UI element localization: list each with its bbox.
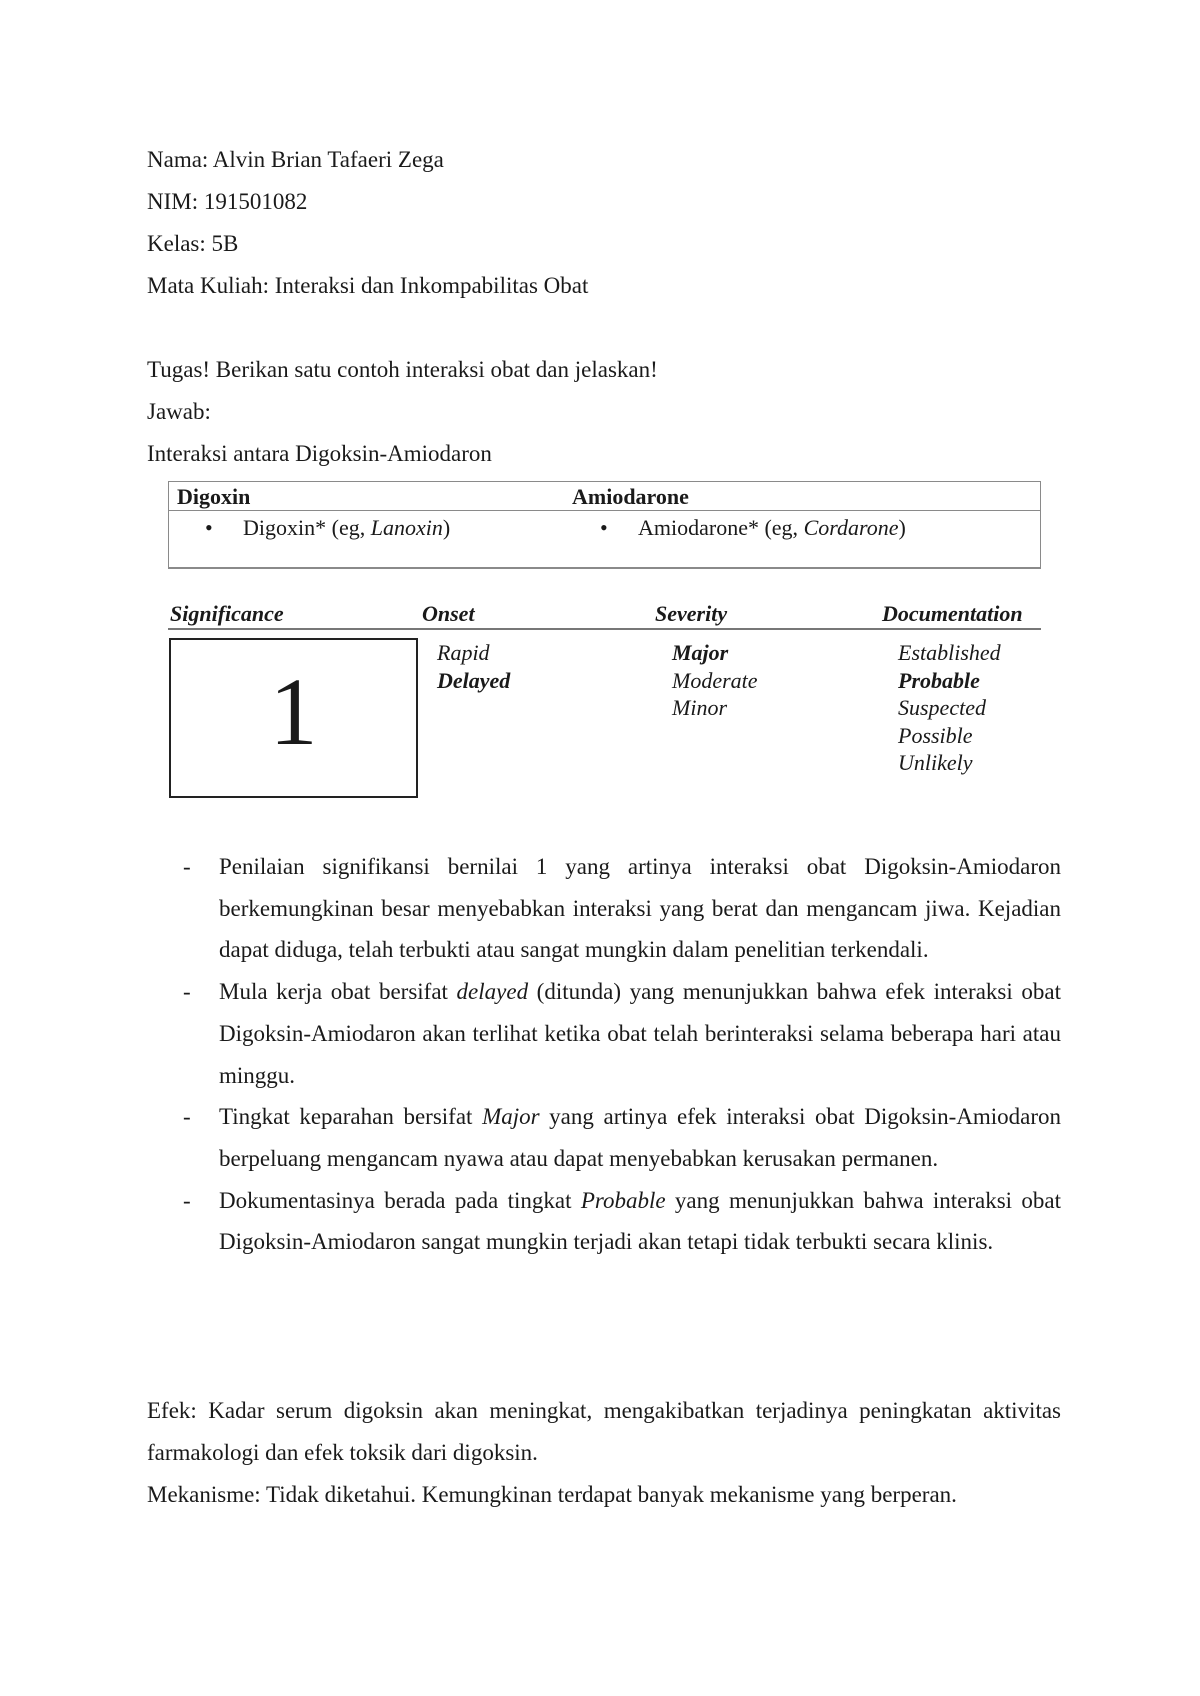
severity-list bbox=[672, 639, 758, 722]
drug-col1-brand: Lanoxin bbox=[370, 515, 443, 540]
course-name: Mata Kuliah: Interaksi dan Inkompabilitas Obat bbox=[147, 273, 589, 298]
drug-col1-item bbox=[205, 515, 450, 541]
list-item-text: Dokumentasinya berada pada tingkat bbox=[219, 1187, 581, 1213]
severity-option: Minor bbox=[672, 695, 727, 720]
list-item bbox=[183, 1180, 1061, 1263]
bullet-icon: • bbox=[600, 515, 608, 540]
documentation-list bbox=[898, 639, 1001, 777]
list-item-emphasis: Probable bbox=[580, 1187, 666, 1213]
drug-col2-header: Amiodarone bbox=[572, 484, 689, 509]
drug-col2-suffix: ) bbox=[898, 515, 906, 540]
list-item-text: Penilaian signifikansi bernilai 1 yang artinya interaksi obat Digoksin-Amiodaron berkemungkinan besar menyebabkan interaksi yang berat dan mengancam jiwa. Kejadian dapat diduga, telah terbukti atau sangat mungkin dalam penelitian terkendali. bbox=[219, 854, 1061, 963]
list-item bbox=[183, 1096, 1061, 1179]
significance-value: 1 bbox=[269, 658, 318, 765]
list-item-text: Mula kerja obat bersifat bbox=[219, 979, 457, 1005]
student-nim: NIM: 191501082 bbox=[147, 189, 308, 214]
answer-label: Jawab: bbox=[147, 399, 211, 424]
list-item-emphasis: delayed bbox=[456, 979, 529, 1005]
explanation-list bbox=[183, 846, 1061, 1263]
drug-col1-header: Digoxin bbox=[177, 484, 251, 509]
severity-option: Moderate bbox=[672, 667, 758, 693]
drug-col1-text: Digoxin* (eg, bbox=[243, 515, 371, 540]
documentation-option: Suspected bbox=[898, 695, 986, 720]
drug-table bbox=[168, 481, 1041, 569]
list-item bbox=[183, 971, 1061, 1096]
onset-option: Rapid bbox=[437, 640, 490, 665]
student-name: Nama: Alvin Brian Tafaeri Zega bbox=[147, 147, 444, 172]
bullet-icon: • bbox=[205, 515, 213, 540]
onset-list bbox=[437, 639, 510, 694]
dash-marker: - bbox=[183, 854, 191, 879]
documentation-header: Documentation bbox=[882, 601, 1023, 626]
documentation-option: Established bbox=[898, 640, 1001, 665]
drug-col1-suffix: ) bbox=[442, 515, 451, 540]
task-question: Tugas! Berikan satu contoh interaksi obat dan jelaskan! bbox=[147, 357, 658, 382]
documentation-option: Unlikely bbox=[898, 750, 973, 775]
severity-option: Major bbox=[672, 640, 729, 665]
list-item bbox=[183, 846, 1061, 971]
documentation-option: Probable bbox=[898, 667, 980, 693]
drug-col2-text: Amiodarone* (eg, bbox=[638, 515, 804, 540]
documentation-option: Possible bbox=[898, 722, 973, 748]
severity-header: Severity bbox=[655, 601, 728, 626]
drug-col2-brand: Cordarone bbox=[803, 515, 899, 540]
list-item-text: (ditunda) yang menunjukkan bahwa efek interaksi obat Digoksin-Amiodaron akan terlihat ketika obat telah berinteraksi selama beberapa hari atau minggu. bbox=[219, 979, 1061, 1088]
mechanism-paragraph: Mekanisme: Tidak diketahui. Kemungkinan terdapat banyak mekanisme yang berperan. bbox=[147, 1482, 957, 1507]
onset-option: Delayed bbox=[437, 667, 511, 693]
list-item-text: yang menunjukkan bahwa interaksi obat Digoksin-Amiodaron sangat mungkin terjadi akan tetapi tidak terbukti secara klinis. bbox=[219, 1187, 1062, 1255]
list-item-text: Tingkat keparahan bersifat bbox=[219, 1104, 483, 1130]
drug-table-header bbox=[169, 482, 1040, 511]
dash-marker: - bbox=[183, 979, 191, 1005]
dash-marker: - bbox=[183, 1104, 191, 1130]
rating-divider bbox=[168, 628, 1041, 630]
student-class: Kelas: 5B bbox=[147, 231, 239, 256]
effect-paragraph: Efek: Kadar serum digoksin akan meningkat, mengakibatkan terjadinya peningkatan aktivitas farmakologi dan efek toksik dari digoksin. bbox=[147, 1398, 1061, 1465]
list-item-emphasis: Major bbox=[482, 1104, 540, 1130]
significance-header: Significance bbox=[170, 601, 284, 626]
list-item-text: yang artinya efek interaksi obat Digoksin-Amiodaron berpeluang mengancam nyawa atau dapat menyebabkan kerusakan permanen. bbox=[219, 1104, 1061, 1171]
dash-marker: - bbox=[183, 1187, 191, 1213]
drug-col2-item bbox=[600, 515, 906, 541]
onset-header: Onset bbox=[422, 601, 475, 626]
significance-box bbox=[169, 638, 418, 798]
interaction-title: Interaksi antara Digoksin-Amiodaron bbox=[147, 441, 492, 466]
